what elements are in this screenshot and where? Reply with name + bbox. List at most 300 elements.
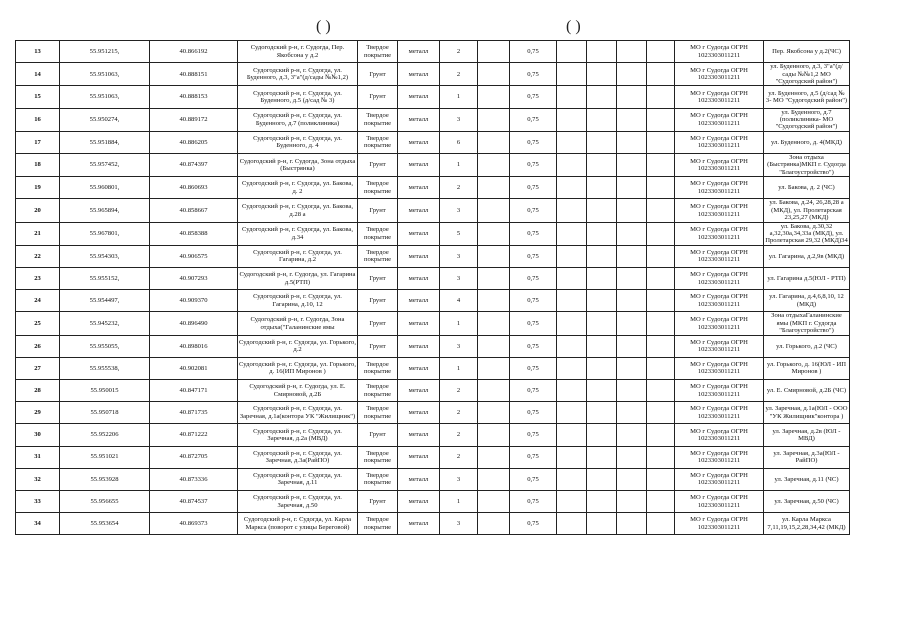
empty-cell <box>617 108 647 131</box>
empty-cell <box>617 154 647 177</box>
longitude-cell: 40.874397 <box>150 154 238 177</box>
volume-cell: 0,75 <box>510 468 557 490</box>
material-cell: металл <box>398 41 440 63</box>
empty-cell <box>647 380 675 402</box>
empty-cell <box>647 446 675 468</box>
empty-cell <box>647 41 675 63</box>
address-cell: Судогодский р-н, г. Судогда, ул. Карла Маркса (поворот с улицы Береговой) <box>238 513 358 535</box>
source-cell: ул. Заречная, д.50 (ЧС) <box>764 490 850 512</box>
longitude-cell: 40.874537 <box>150 490 238 512</box>
volume-cell: 0,75 <box>510 312 557 335</box>
owner-cell: МО г Судогда ОГРН 1023303011211 <box>675 268 764 290</box>
surface-cell: Грунт <box>358 335 398 357</box>
empty-cell <box>478 41 510 63</box>
source-cell: ул. Горького, д. 16(ЮЛ - ИП Миронов ) <box>764 357 850 379</box>
row-number: 29 <box>16 402 60 424</box>
latitude-cell: 55.950718 <box>60 402 150 424</box>
empty-cell <box>557 513 587 535</box>
material-cell: металл <box>398 268 440 290</box>
empty-cell <box>647 290 675 312</box>
table-row <box>16 513 850 535</box>
surface-cell: Твердое покрытие <box>358 177 398 199</box>
count-cell: 3 <box>440 468 478 490</box>
owner-cell: МО г Судогда ОГРН 1023303011211 <box>675 513 764 535</box>
material-cell: металл <box>398 513 440 535</box>
latitude-cell: 55.967801, <box>60 222 150 245</box>
empty-cell <box>587 245 617 267</box>
volume-cell: 0,75 <box>510 424 557 446</box>
count-cell: 3 <box>440 268 478 290</box>
surface-cell: Твердое покрытие <box>358 41 398 63</box>
row-number: 27 <box>16 357 60 379</box>
empty-cell <box>587 108 617 131</box>
empty-cell <box>478 222 510 245</box>
count-cell: 1 <box>440 154 478 177</box>
table-row <box>16 290 850 312</box>
row-number: 32 <box>16 468 60 490</box>
latitude-cell: 55.952206 <box>60 424 150 446</box>
source-cell: Зона отдыхаГаланинские ямы (МКП г. Судогда "Благоустройство") <box>764 312 850 335</box>
address-cell: Судогодский р-н, г. Судогда, ул. Е. Смирновой, д.2Б <box>238 380 358 402</box>
latitude-cell: 55.955055, <box>60 335 150 357</box>
table-row <box>16 446 850 468</box>
empty-cell <box>587 154 617 177</box>
longitude-cell: 40.886205 <box>150 131 238 153</box>
volume-cell: 0,75 <box>510 199 557 222</box>
empty-cell <box>617 86 647 108</box>
source-cell: ул. Е. Смирновой, д.2Б (ЧС) <box>764 380 850 402</box>
empty-cell <box>478 108 510 131</box>
longitude-cell: 40.869373 <box>150 513 238 535</box>
table-row <box>16 41 850 63</box>
table-row <box>16 108 850 131</box>
longitude-cell: 40.889172 <box>150 108 238 131</box>
address-cell: Судогодский р-н, г. Судогда, ул. Гагарина, д.10, 12 <box>238 290 358 312</box>
longitude-cell: 40.898016 <box>150 335 238 357</box>
header-mark-left: ( ) <box>316 18 331 35</box>
empty-cell <box>587 177 617 199</box>
count-cell: 3 <box>440 108 478 131</box>
empty-cell <box>587 490 617 512</box>
count-cell: 2 <box>440 63 478 86</box>
empty-cell <box>478 424 510 446</box>
row-number: 20 <box>16 199 60 222</box>
longitude-cell: 40.896490 <box>150 312 238 335</box>
material-cell: металл <box>398 357 440 379</box>
empty-cell <box>647 402 675 424</box>
empty-cell <box>557 63 587 86</box>
material-cell: металл <box>398 131 440 153</box>
empty-cell <box>478 177 510 199</box>
count-cell: 1 <box>440 357 478 379</box>
latitude-cell: 55.950274, <box>60 108 150 131</box>
surface-cell: Твердое покрытие <box>358 357 398 379</box>
latitude-cell: 55.945232, <box>60 312 150 335</box>
owner-cell: МО г Судогда ОГРН 1023303011211 <box>675 290 764 312</box>
surface-cell: Грунт <box>358 490 398 512</box>
empty-cell <box>647 86 675 108</box>
empty-cell <box>587 268 617 290</box>
surface-cell: Грунт <box>358 63 398 86</box>
volume-cell: 0,75 <box>510 513 557 535</box>
empty-cell <box>617 446 647 468</box>
count-cell: 2 <box>440 41 478 63</box>
longitude-cell: 40.873336 <box>150 468 238 490</box>
empty-cell <box>557 199 587 222</box>
empty-cell <box>647 335 675 357</box>
volume-cell: 0,75 <box>510 86 557 108</box>
registry-table <box>15 40 850 535</box>
address-cell: Судогодский р-н, г. Судогда, ул. Буденного, д.5 (д/сад № 3) <box>238 86 358 108</box>
empty-cell <box>478 154 510 177</box>
latitude-cell: 55.965894, <box>60 199 150 222</box>
empty-cell <box>617 312 647 335</box>
empty-cell <box>557 222 587 245</box>
latitude-cell: 55.953654 <box>60 513 150 535</box>
latitude-cell: 55.956655 <box>60 490 150 512</box>
address-cell: Судогодский р-н, г. Судогда, Зона отдыха("Галанинские ямы <box>238 312 358 335</box>
surface-cell: Твердое покрытие <box>358 446 398 468</box>
table-row <box>16 402 850 424</box>
address-cell: Судогодский р-н, г. Судогда, ул. Буденного, д.7 (поликлиника) <box>238 108 358 131</box>
empty-cell <box>617 41 647 63</box>
table-row <box>16 335 850 357</box>
empty-cell <box>587 446 617 468</box>
material-cell: металл <box>398 424 440 446</box>
source-cell: ул. Карла Маркса 7,11,19,15,2,28,34,42 (МКД) <box>764 513 850 535</box>
owner-cell: МО г Судогда ОГРН 1023303011211 <box>675 312 764 335</box>
empty-cell <box>647 199 675 222</box>
table-row <box>16 245 850 267</box>
source-cell: ул. Заречная, д.1а(ЮЛ - ООО "УК Жилищник"контора ) <box>764 402 850 424</box>
empty-cell <box>557 402 587 424</box>
count-cell: 3 <box>440 199 478 222</box>
latitude-cell: 55.953928 <box>60 468 150 490</box>
empty-cell <box>478 513 510 535</box>
source-cell: ул. Гагарина, д.2,9в (МКД) <box>764 245 850 267</box>
table-row <box>16 222 850 245</box>
volume-cell: 0,75 <box>510 357 557 379</box>
table-row <box>16 177 850 199</box>
source-cell: ул. Гагарина д.5(ЮЛ - РТП) <box>764 268 850 290</box>
volume-cell: 0,75 <box>510 108 557 131</box>
empty-cell <box>478 402 510 424</box>
empty-cell <box>478 199 510 222</box>
count-cell: 6 <box>440 131 478 153</box>
row-number: 24 <box>16 290 60 312</box>
volume-cell: 0,75 <box>510 222 557 245</box>
address-cell: Судогодский р-н, г. Судогда, ул. Гагарина д.5(РТП) <box>238 268 358 290</box>
empty-cell <box>557 86 587 108</box>
empty-cell <box>587 513 617 535</box>
owner-cell: МО г Судогда ОГРН 1023303011211 <box>675 108 764 131</box>
empty-cell <box>617 199 647 222</box>
longitude-cell: 40.902081 <box>150 357 238 379</box>
address-cell: Судогодский р-н, г. Судогда, ул. Заречная, д.1а(контора УК "Жилищник") <box>238 402 358 424</box>
volume-cell: 0,75 <box>510 490 557 512</box>
owner-cell: МО г Судогда ОГРН 1023303011211 <box>675 468 764 490</box>
row-number: 22 <box>16 245 60 267</box>
count-cell: 5 <box>440 222 478 245</box>
source-cell: ул. Бакова, д. 2 (ЧС) <box>764 177 850 199</box>
address-cell: Судогодский р-н, г. Судогда, ул. Заречная, д.3а(РайПО) <box>238 446 358 468</box>
owner-cell: МО г Судогда ОГРН 1023303011211 <box>675 222 764 245</box>
address-cell: Судогодский р-н, г. Судогда, ул. Гагарина, д.2 <box>238 245 358 267</box>
longitude-cell: 40.907293 <box>150 268 238 290</box>
empty-cell <box>647 513 675 535</box>
empty-cell <box>557 468 587 490</box>
empty-cell <box>587 312 617 335</box>
longitude-cell: 40.909370 <box>150 290 238 312</box>
count-cell: 2 <box>440 424 478 446</box>
count-cell: 2 <box>440 402 478 424</box>
owner-cell: МО г Судогда ОГРН 1023303011211 <box>675 63 764 86</box>
owner-cell: МО г Судогда ОГРН 1023303011211 <box>675 199 764 222</box>
row-number: 17 <box>16 131 60 153</box>
address-cell: Судогодский р-н, г. Судогда, ул. Буденного, д. 4 <box>238 131 358 153</box>
empty-cell <box>557 357 587 379</box>
empty-cell <box>617 357 647 379</box>
surface-cell: Грунт <box>358 290 398 312</box>
row-number: 18 <box>16 154 60 177</box>
longitude-cell: 40.888151 <box>150 63 238 86</box>
latitude-cell: 55.951063, <box>60 63 150 86</box>
count-cell: 3 <box>440 335 478 357</box>
volume-cell: 0,75 <box>510 154 557 177</box>
source-cell: ул. Горького, д.2 (ЧС) <box>764 335 850 357</box>
empty-cell <box>617 290 647 312</box>
address-cell: Судогодский р-н, г. Судогда, ул. Бакова, д.28 а <box>238 199 358 222</box>
empty-cell <box>587 335 617 357</box>
row-number: 19 <box>16 177 60 199</box>
address-cell: Судогодский р-н, г. Судогда, ул. Горького, д. 16(ИП Миронов ) <box>238 357 358 379</box>
material-cell: металл <box>398 380 440 402</box>
surface-cell: Грунт <box>358 86 398 108</box>
owner-cell: МО г Судогда ОГРН 1023303011211 <box>675 41 764 63</box>
registry-body <box>16 41 850 535</box>
longitude-cell: 40.858388 <box>150 222 238 245</box>
table-row <box>16 154 850 177</box>
address-cell: Судогодский р-н, г. Судогда, Зона отдыха (Быстрянка) <box>238 154 358 177</box>
surface-cell: Твердое покрытие <box>358 513 398 535</box>
row-number: 14 <box>16 63 60 86</box>
table-row <box>16 199 850 222</box>
source-cell: ул. Гагарина, д.4,6,8,10, 12 (МКД) <box>764 290 850 312</box>
row-number: 13 <box>16 41 60 63</box>
latitude-cell: 55.960801, <box>60 177 150 199</box>
surface-cell: Твердое покрытие <box>358 222 398 245</box>
count-cell: 1 <box>440 86 478 108</box>
empty-cell <box>647 268 675 290</box>
count-cell: 1 <box>440 490 478 512</box>
source-cell: ул. Заречная, д.3а(ЮЛ - РайПО) <box>764 446 850 468</box>
empty-cell <box>557 446 587 468</box>
latitude-cell: 55.950015 <box>60 380 150 402</box>
owner-cell: МО г Судогда ОГРН 1023303011211 <box>675 177 764 199</box>
empty-cell <box>647 154 675 177</box>
empty-cell <box>617 490 647 512</box>
source-cell: Зона отдыха (Быстрянка)МКП г. Судогда "Благоустройство") <box>764 154 850 177</box>
empty-cell <box>557 312 587 335</box>
latitude-cell: 55.954303, <box>60 245 150 267</box>
empty-cell <box>557 490 587 512</box>
volume-cell: 0,75 <box>510 131 557 153</box>
count-cell: 4 <box>440 290 478 312</box>
count-cell: 2 <box>440 380 478 402</box>
empty-cell <box>647 131 675 153</box>
address-cell: Судогодский р-н, г. Судогда, ул. Буденного, д.3, 3"а"(д/сады №№1,2) <box>238 63 358 86</box>
header-mark-right: ( ) <box>566 18 581 35</box>
row-number: 16 <box>16 108 60 131</box>
material-cell: металл <box>398 222 440 245</box>
address-cell: Судогодский р-н, г. Судогда, ул. Бакова, д.34 <box>238 222 358 245</box>
address-cell: Судогодский р-н, г. Судогда, ул. Заречная, д.50 <box>238 490 358 512</box>
empty-cell <box>587 357 617 379</box>
empty-cell <box>587 380 617 402</box>
source-cell: ул. Буденного, д.5 (д/сад № 3- МО "Судогодский район") <box>764 86 850 108</box>
longitude-cell: 40.872705 <box>150 446 238 468</box>
material-cell: металл <box>398 490 440 512</box>
volume-cell: 0,75 <box>510 335 557 357</box>
empty-cell <box>557 268 587 290</box>
empty-cell <box>587 402 617 424</box>
empty-cell <box>647 63 675 86</box>
longitude-cell: 40.871222 <box>150 424 238 446</box>
material-cell: металл <box>398 402 440 424</box>
source-cell: ул. Бакова, д.24, 26,28,28 а (МКД), ул. Пролетарская 23,25,27 (МКД) <box>764 199 850 222</box>
empty-cell <box>557 177 587 199</box>
empty-cell <box>587 131 617 153</box>
empty-cell <box>557 154 587 177</box>
address-cell: Судогодский р-н, г. Судогда, ул. Заречная, д.11 <box>238 468 358 490</box>
owner-cell: МО г Судогда ОГРН 1023303011211 <box>675 446 764 468</box>
surface-cell: Грунт <box>358 154 398 177</box>
count-cell: 3 <box>440 245 478 267</box>
empty-cell <box>617 177 647 199</box>
empty-cell <box>617 402 647 424</box>
empty-cell <box>587 222 617 245</box>
surface-cell: Грунт <box>358 268 398 290</box>
empty-cell <box>647 177 675 199</box>
row-number: 31 <box>16 446 60 468</box>
owner-cell: МО г Судогда ОГРН 1023303011211 <box>675 86 764 108</box>
address-cell: Судогодский р-н, г. Судогда, ул. Бакова, д. 2 <box>238 177 358 199</box>
latitude-cell: 55.955538, <box>60 357 150 379</box>
latitude-cell: 55.951884, <box>60 131 150 153</box>
row-number: 28 <box>16 380 60 402</box>
surface-cell: Грунт <box>358 199 398 222</box>
table-row <box>16 490 850 512</box>
empty-cell <box>557 424 587 446</box>
empty-cell <box>587 468 617 490</box>
surface-cell: Твердое покрытие <box>358 108 398 131</box>
empty-cell <box>478 446 510 468</box>
empty-cell <box>557 380 587 402</box>
empty-cell <box>617 268 647 290</box>
material-cell: металл <box>398 312 440 335</box>
row-number: 23 <box>16 268 60 290</box>
material-cell: металл <box>398 468 440 490</box>
empty-cell <box>617 245 647 267</box>
empty-cell <box>557 335 587 357</box>
surface-cell: Грунт <box>358 312 398 335</box>
empty-cell <box>647 424 675 446</box>
empty-cell <box>617 335 647 357</box>
count-cell: 1 <box>440 312 478 335</box>
empty-cell <box>647 245 675 267</box>
empty-cell <box>478 268 510 290</box>
surface-cell: Грунт <box>358 424 398 446</box>
latitude-cell: 55.954497, <box>60 290 150 312</box>
surface-cell: Твердое покрытие <box>358 402 398 424</box>
volume-cell: 0,75 <box>510 41 557 63</box>
material-cell: металл <box>398 108 440 131</box>
material-cell: металл <box>398 199 440 222</box>
material-cell: металл <box>398 290 440 312</box>
empty-cell <box>478 490 510 512</box>
latitude-cell: 55.957452, <box>60 154 150 177</box>
owner-cell: МО г Судогда ОГРН 1023303011211 <box>675 154 764 177</box>
empty-cell <box>647 108 675 131</box>
owner-cell: МО г Судогда ОГРН 1023303011211 <box>675 490 764 512</box>
owner-cell: МО г Судогда ОГРН 1023303011211 <box>675 402 764 424</box>
source-cell: ул. Бакова, д.30,32 а,32,30а,34,33а (МКД), ул. Пролетарская 29,32 (МКД)34 <box>765 222 848 245</box>
volume-cell: 0,75 <box>510 290 557 312</box>
material-cell: металл <box>398 154 440 177</box>
empty-cell <box>478 380 510 402</box>
longitude-cell: 40.906575 <box>150 245 238 267</box>
empty-cell <box>478 357 510 379</box>
empty-cell <box>617 513 647 535</box>
empty-cell <box>557 290 587 312</box>
table-row <box>16 424 850 446</box>
empty-cell <box>478 86 510 108</box>
table-row <box>16 268 850 290</box>
empty-cell <box>617 63 647 86</box>
empty-cell <box>478 245 510 267</box>
owner-cell: МО г Судогда ОГРН 1023303011211 <box>675 380 764 402</box>
table-row <box>16 357 850 379</box>
empty-cell <box>478 63 510 86</box>
empty-cell <box>617 380 647 402</box>
latitude-cell: 55.951063, <box>60 86 150 108</box>
empty-cell <box>478 290 510 312</box>
table-row <box>16 131 850 153</box>
row-number: 26 <box>16 335 60 357</box>
empty-cell <box>587 199 617 222</box>
longitude-cell: 40.888153 <box>150 86 238 108</box>
empty-cell <box>647 312 675 335</box>
table-row <box>16 86 850 108</box>
address-cell: Судогодский р-н, г. Судогда, ул. Горького, д.2 <box>238 335 358 357</box>
empty-cell <box>587 86 617 108</box>
empty-cell <box>647 357 675 379</box>
surface-cell: Твердое покрытие <box>358 468 398 490</box>
empty-cell <box>617 468 647 490</box>
empty-cell <box>478 468 510 490</box>
empty-cell <box>557 131 587 153</box>
row-number: 33 <box>16 490 60 512</box>
empty-cell <box>617 222 647 245</box>
row-number: 15 <box>16 86 60 108</box>
owner-cell: МО г Судогда ОГРН 1023303011211 <box>675 424 764 446</box>
volume-cell: 0,75 <box>510 268 557 290</box>
empty-cell <box>587 290 617 312</box>
count-cell: 2 <box>440 446 478 468</box>
empty-cell <box>557 245 587 267</box>
table-row <box>16 468 850 490</box>
row-number: 30 <box>16 424 60 446</box>
